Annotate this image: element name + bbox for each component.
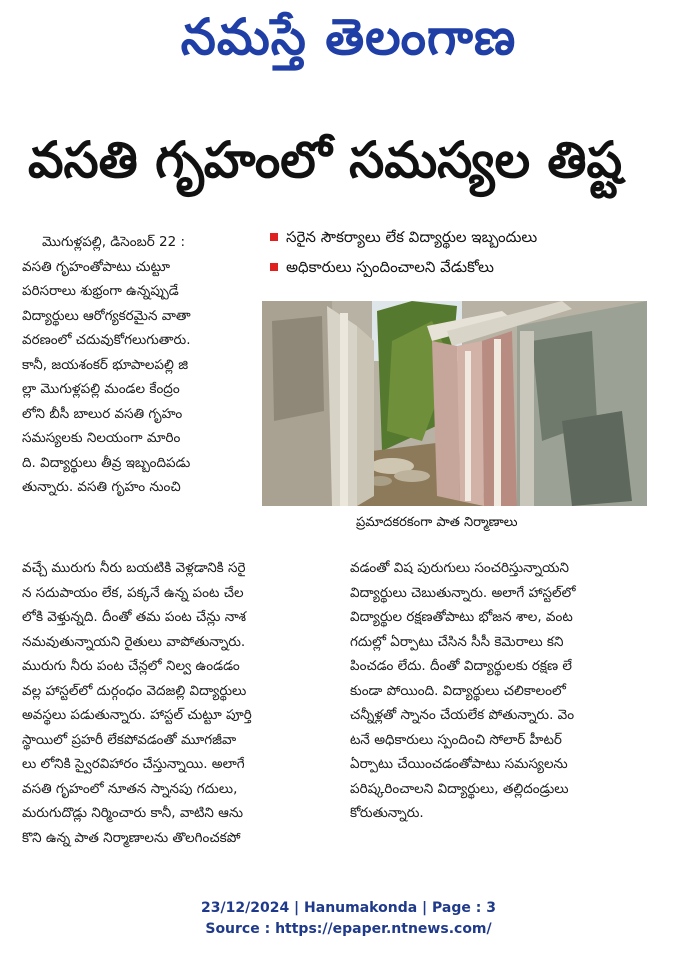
article-line: గదుల్లో ఏర్పాటు చేసిన సీసీ కెమెరాలు కని (350, 633, 564, 650)
article-line: అవస్థలు పడుతున్నారు. హాస్టల్ చుట్టూ పూర్తి (22, 707, 252, 723)
article-line: విద్యార్థుల రక్షణతోపాటు భోజన శాల, వంట (350, 609, 573, 625)
article-line: వచ్చే మురుగు నీరు బయటికి వెళ్లడానికి సరై (22, 560, 246, 576)
article-line: లు లోనికి స్వైరవిహారం చేస్తున్నాయి. అలాగే (22, 756, 245, 772)
article-line: మొగుళ్లపల్లి, డిసెంబర్ 22 : (42, 234, 186, 250)
article-line: విద్యార్థులు చెబుతున్నారు. అలాగే హాస్టల్‌లో (350, 584, 576, 601)
article-line: మరుగుదొడ్లు నిర్మించారు కానీ, వాటిని ఆను (22, 805, 244, 821)
article-line: లోని బీసీ బాలుర వసతి గృహం (22, 405, 183, 422)
article-line: ల్లా మొగుళ్లపల్లి మండల కేంద్రం (22, 381, 180, 397)
article-line: ఏర్పాటు చేయించడంతోపాటు సమస్యలను (350, 756, 568, 772)
article-line: కొని ఉన్న పాత నిర్మాణాలను తొలగించకపో (22, 829, 241, 846)
article-line: వల్ల హాస్టల్‌లో దుర్గంధం వెదజల్లి విద్యార్థులు (22, 682, 247, 699)
footer-source-line: Source : https://epaper.ntnews.com/ (205, 921, 492, 937)
article-column-right (350, 556, 648, 826)
article-line: వసతి గృహంతోపాటు చుట్టూ (22, 258, 171, 275)
bullet-item (264, 222, 648, 252)
hostel-ruins-photo (262, 301, 647, 506)
article-line: కానీ, జయశంకర్ భూపాలపల్లి జి (22, 356, 189, 373)
article-line: వడంతో విష పురుగులు సంచరిస్తున్నాయని (350, 560, 569, 576)
article-line: చన్నీళ్లతో స్నానం చేయలేక పోతున్నారు. వెం (350, 707, 575, 723)
article-line: విద్యార్థులు ఆరోగ్యకరమైన వాతా (22, 307, 191, 324)
article-line: కోరుతున్నారు. (350, 805, 424, 821)
article-line: వసతి గృహంలో నూతన స్నానపు గదులు, (22, 780, 238, 797)
bullet-square-icon (270, 263, 278, 271)
article-line: ది. విద్యార్థులు తీవ్ర ఇబ్బందిపడు (22, 454, 191, 471)
dateline-strip (22, 96, 442, 104)
masthead (0, 0, 697, 82)
article-line: టనే అధికారులు స్పందించి సోలార్ హీటర్ (350, 731, 562, 748)
article-line: వరణంలో చదువుకోగలుగుతారు. (22, 332, 191, 348)
footer-edition-line: 23/12/2024 | Hanumakonda | Page : 3 (201, 900, 496, 916)
article-photo (262, 301, 647, 506)
article-line: నమవుతున్నాయని రైతులు వాపోతున్నారు. (22, 633, 246, 650)
photo-caption: ప్రమాదకరకంగా పాత నిర్మాణాలు (356, 515, 518, 530)
bullet-text: అధికారులు స్పందించాలని వేడుకోలు (286, 258, 494, 276)
article-column-left-continued (22, 556, 340, 850)
article-line: న సదుపాయం లేక, పక్కనే ఉన్న పంట చేల (22, 584, 244, 601)
bullet-square-icon (270, 233, 278, 241)
article-line: తున్నారు. వసతి గృహం నుంచి (22, 479, 181, 495)
masthead-logo: నమస్తే తెలంగాణ (180, 8, 517, 66)
article-line: స్థాయిలో ప్రహరీ లేకపోవడంతో మూగజీవా (22, 731, 237, 748)
article-line: లోకి వెళ్తున్నది. దీంతో తమ పంట చేన్లు నాశ (22, 609, 247, 625)
bullet-text: సరైన సౌకర్యాలు లేక విద్యార్థుల ఇబ్బందులు (286, 228, 538, 246)
article-line: కుండా పోయింది. విద్యార్థులు చలికాలంలో (350, 682, 566, 699)
article-line: పరిసరాలు శుభ్రంగా ఉన్నప్పుడే (22, 283, 179, 299)
bullet-item (264, 252, 648, 282)
article-column-left (22, 230, 258, 500)
article-headline: వసతి గృహంలో సమస్యల తిష్ట (28, 131, 623, 189)
article-line: పించడం లేదు. దీంతో విద్యార్థులకు రక్షణ లే (350, 658, 572, 674)
article-line: మురుగు నీరు పంట చేన్లలో నిల్వ ఉండడం (22, 658, 240, 674)
article-line: సమస్యలకు నిలయంగా మారిం (22, 430, 181, 446)
subheadline-bullets (264, 222, 648, 282)
article-line: పరిష్కరించాలని విద్యార్థులు, తల్లిదండ్రులు (350, 780, 569, 797)
epaper-footer (0, 898, 697, 940)
